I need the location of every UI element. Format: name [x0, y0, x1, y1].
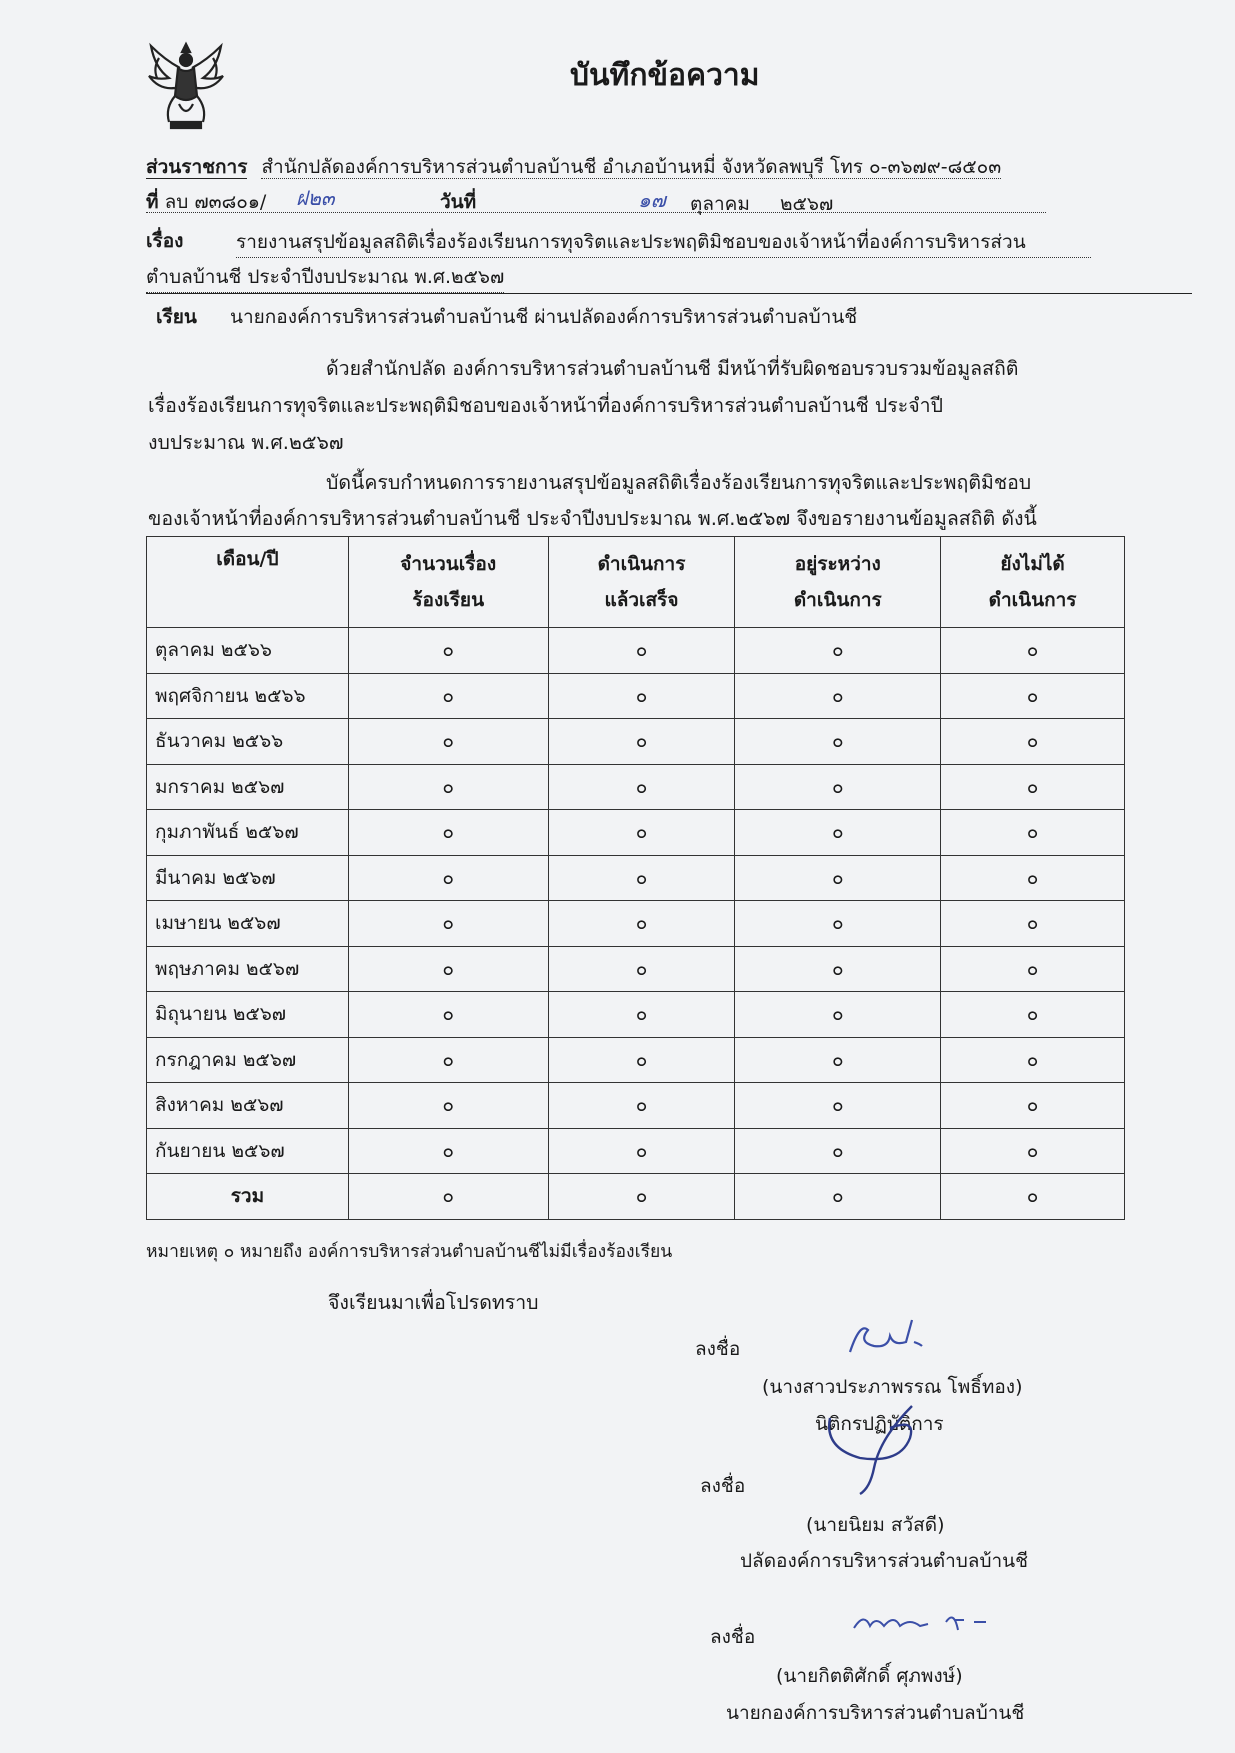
count-cell: ๐ — [348, 901, 548, 947]
header-line-2: แล้วเสร็จ — [604, 589, 679, 611]
count-cell: ๐ — [735, 1128, 941, 1174]
count-cell: ๐ — [941, 1037, 1125, 1083]
count-cell: ๐ — [348, 628, 548, 674]
signature-3-handwriting — [850, 1604, 990, 1640]
count-cell: ๐ — [348, 992, 548, 1038]
count-cell: ๐ — [941, 810, 1125, 856]
table-note: หมายเหตุ ๐ หมายถึง องค์การบริหารส่วนตำบลบ้านชีไม่มีเรื่องร้องเรียน — [146, 1242, 673, 1262]
table-header-cell — [348, 537, 548, 628]
signature-2-label: ลงชื่อ — [700, 1475, 746, 1497]
count-cell: ๐ — [548, 946, 735, 992]
header-line-1: เดือน/ปี — [216, 548, 279, 570]
total-count-cell: ๐ — [941, 1174, 1125, 1220]
month-cell: สิงหาคม ๒๕๖๗ — [147, 1083, 349, 1129]
table-header-cell — [735, 537, 941, 628]
table-row — [147, 1037, 1125, 1083]
count-cell: ๐ — [348, 946, 548, 992]
count-cell: ๐ — [548, 810, 735, 856]
count-cell: ๐ — [735, 764, 941, 810]
table-header-cell — [147, 537, 349, 628]
subject-line-1: รายงานสรุปข้อมูลสถิติเรื่องร้องเรียนการทุจริตและประพฤติมิชอบของเจ้าหน้าที่องค์การบริหารส่วน — [236, 227, 1091, 258]
header-line-2: ร้องเรียน — [412, 589, 485, 611]
count-cell: ๐ — [548, 719, 735, 765]
table-body — [147, 628, 1125, 1220]
count-cell: ๐ — [735, 946, 941, 992]
count-cell: ๐ — [735, 901, 941, 947]
header-line-1: ยังไม่ได้ — [1000, 553, 1065, 575]
total-count-cell: ๐ — [548, 1174, 735, 1220]
signature-2-handwriting — [820, 1398, 930, 1498]
table-row — [147, 1128, 1125, 1174]
table-row — [147, 946, 1125, 992]
count-cell: ๐ — [548, 992, 735, 1038]
paragraph-2-line-2: ของเจ้าหน้าที่องค์การบริหารส่วนตำบลบ้านชี ประจำปีงบประมาณ พ.ศ.๒๕๖๗ จึงขอรายงานข้อมูลสถิติ ดังนี้ — [148, 507, 1037, 530]
date-label: วันที่ — [440, 191, 477, 213]
count-cell: ๐ — [548, 1083, 735, 1129]
table-row — [147, 764, 1125, 810]
count-cell: ๐ — [548, 1037, 735, 1083]
signature-1-handwriting — [830, 1312, 940, 1364]
table-header-cell — [941, 537, 1125, 628]
paragraph-1-line-1: ด้วยสำนักปลัด องค์การบริหารส่วนตำบลบ้านชี มีหน้าที่รับผิดชอบรวบรวมข้อมูลสถิติ — [326, 357, 1019, 380]
count-cell: ๐ — [735, 810, 941, 856]
month-cell: ธันวาคม ๒๕๖๖ — [147, 719, 349, 765]
count-cell: ๐ — [941, 1128, 1125, 1174]
count-cell: ๐ — [941, 673, 1125, 719]
count-cell: ๐ — [348, 719, 548, 765]
count-cell: ๐ — [735, 673, 941, 719]
paragraph-2-line-1: บัดนี้ครบกำหนดการรายงานสรุปข้อมูลสถิติเรื่องร้องเรียนการทุจริตและประพฤติมิชอบ — [326, 471, 1032, 494]
month-cell: มกราคม ๒๕๖๗ — [147, 764, 349, 810]
count-cell: ๐ — [941, 855, 1125, 901]
count-cell: ๐ — [735, 1083, 941, 1129]
ref-dotted-line — [146, 212, 1046, 213]
count-cell: ๐ — [548, 855, 735, 901]
month-cell: พฤษภาคม ๒๕๖๗ — [147, 946, 349, 992]
month-cell: ตุลาคม ๒๕๖๖ — [147, 628, 349, 674]
agency-line — [146, 152, 1001, 182]
total-count-cell: ๐ — [735, 1174, 941, 1220]
ref-value: ลบ ๗๓๘๐๑/ — [164, 191, 267, 213]
count-cell: ๐ — [735, 719, 941, 765]
signature-3-position: นายกองค์การบริหารส่วนตำบลบ้านชี — [726, 1702, 1025, 1724]
total-count-cell: ๐ — [348, 1174, 548, 1220]
count-cell: ๐ — [348, 1083, 548, 1129]
header-divider — [146, 293, 1192, 294]
count-cell: ๐ — [348, 764, 548, 810]
count-cell: ๐ — [548, 1128, 735, 1174]
subject-line-2: ตำบลบ้านชี ประจำปีงบประมาณ พ.ศ.๒๕๖๗ — [146, 262, 504, 293]
count-cell: ๐ — [348, 1128, 548, 1174]
signature-3-name: (นายกิตติศักดิ์ ศุภพงษ์) — [776, 1665, 963, 1687]
document-title: บันทึกข้อความ — [570, 58, 760, 93]
ref-label: ที่ — [146, 191, 159, 213]
month-cell: มีนาคม ๒๕๖๗ — [147, 855, 349, 901]
month-cell: กรกฎาคม ๒๕๖๗ — [147, 1037, 349, 1083]
subject-label-wrap — [146, 226, 183, 256]
table-row — [147, 628, 1125, 674]
count-cell: ๐ — [941, 901, 1125, 947]
month-cell: กันยายน ๒๕๖๗ — [147, 1128, 349, 1174]
paragraph-1-line-2: เรื่องร้องเรียนการทุจริตและประพฤติมิชอบของเจ้าหน้าที่องค์การบริหารส่วนตำบลบ้านชี ประจำปี — [148, 394, 943, 417]
to-label-wrap — [156, 302, 197, 332]
count-cell: ๐ — [735, 628, 941, 674]
count-cell: ๐ — [548, 901, 735, 947]
month-cell: กุมภาพันธ์ ๒๕๖๗ — [147, 810, 349, 856]
count-cell: ๐ — [348, 810, 548, 856]
table-row — [147, 992, 1125, 1038]
table-header-row — [147, 537, 1125, 628]
paragraph-1-line-3: งบประมาณ พ.ศ.๒๕๖๗ — [148, 431, 344, 454]
header-line-1: จำนวนเรื่อง — [400, 553, 497, 575]
total-label-cell: รวม — [147, 1174, 349, 1220]
count-cell: ๐ — [348, 855, 548, 901]
header-line-1: อยู่ระหว่าง — [794, 553, 881, 575]
month-cell: มิถุนายน ๒๕๖๗ — [147, 992, 349, 1038]
agency-label: ส่วนราชการ — [146, 156, 248, 178]
date-year: ๒๕๖๗ — [780, 193, 834, 215]
signature-2-name: (นายนิยม สวัสดี) — [806, 1514, 945, 1536]
count-cell: ๐ — [348, 673, 548, 719]
to-value: นายกองค์การบริหารส่วนตำบลบ้านชี ผ่านปลัดองค์การบริหารส่วนตำบลบ้านชี — [230, 306, 858, 328]
count-cell: ๐ — [941, 1083, 1125, 1129]
signature-1-name: (นางสาวประภาพรรณ โพธิ์ทอง) — [762, 1376, 1023, 1398]
month-cell: เมษายน ๒๕๖๗ — [147, 901, 349, 947]
signature-3-label: ลงชื่อ — [710, 1626, 756, 1648]
table-row — [147, 901, 1125, 947]
count-cell: ๐ — [941, 719, 1125, 765]
date-month: ตุลาคม — [690, 193, 750, 215]
table-row — [147, 719, 1125, 765]
count-cell: ๐ — [735, 855, 941, 901]
count-cell: ๐ — [548, 764, 735, 810]
count-cell: ๐ — [941, 992, 1125, 1038]
count-cell: ๐ — [941, 946, 1125, 992]
header-line-2: ดำเนินการ — [988, 589, 1077, 611]
complaint-stats-table — [146, 536, 1125, 1220]
count-cell: ๐ — [735, 992, 941, 1038]
date-day: ๑๗ — [638, 188, 666, 212]
table-row — [147, 673, 1125, 719]
table-row — [147, 810, 1125, 856]
count-cell: ๐ — [348, 1037, 548, 1083]
table-header-cell — [548, 537, 735, 628]
table-total-row — [147, 1174, 1125, 1220]
count-cell: ๐ — [548, 628, 735, 674]
count-cell: ๐ — [735, 1037, 941, 1083]
signature-1-label: ลงชื่อ — [695, 1338, 741, 1360]
count-cell: ๐ — [941, 764, 1125, 810]
date-label-wrap — [440, 187, 476, 217]
table-row — [147, 855, 1125, 901]
ref-handwritten: ฝ๒๓ — [296, 186, 335, 210]
count-cell: ๐ — [941, 628, 1125, 674]
header-line-2 — [153, 577, 342, 613]
garuda-emblem-icon — [145, 38, 227, 134]
closing-text: จึงเรียนมาเพื่อโปรดทราบ — [328, 1291, 539, 1314]
subject-label: เรื่อง — [146, 230, 184, 252]
header-line-2: ดำเนินการ — [793, 589, 882, 611]
signature-2-position: ปลัดองค์การบริหารส่วนตำบลบ้านชี — [740, 1550, 1029, 1572]
month-cell: พฤศจิกายน ๒๕๖๖ — [147, 673, 349, 719]
table-row — [147, 1083, 1125, 1129]
count-cell: ๐ — [548, 673, 735, 719]
signature-1-position: นิติกรปฏิบัติการ — [815, 1413, 944, 1435]
header-line-1: ดำเนินการ — [597, 553, 686, 575]
agency-value: สำนักปลัดองค์การบริหารส่วนตำบลบ้านชี อำเภอบ้านหมี่ จังหวัดลพบุรี โทร ๐-๓๖๗๙-๘๕๐๓ — [261, 156, 1002, 178]
to-label: เรียน — [156, 306, 197, 328]
